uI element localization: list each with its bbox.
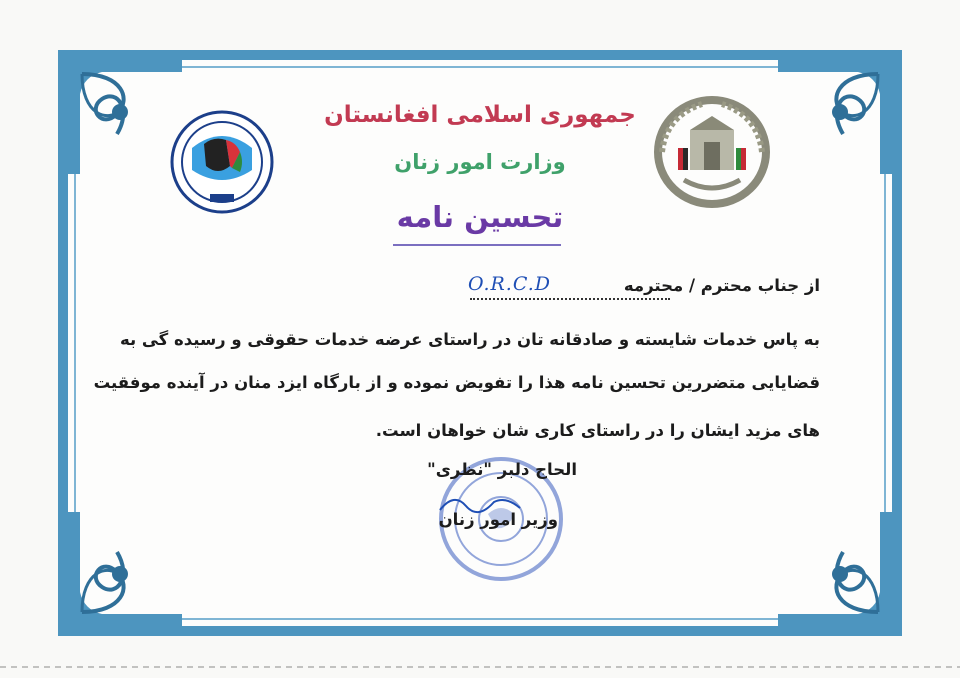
ministry-logo-icon [170, 110, 274, 214]
corner-ornament-icon [778, 512, 898, 632]
corner-ornament-icon [62, 512, 182, 632]
country-title: جمهوری اسلامی افغانستان [324, 102, 636, 128]
corner-ornament-icon [778, 54, 898, 174]
body-line-1: به پاس خدمات شایسته و صادقانه تان در راستای عرضه خدمات حقوقی و رسیده گی به [119, 330, 820, 349]
signatory-name: الحاج دلبر "نظری" [427, 460, 577, 479]
signatory-title: وزیر امور زنان [438, 510, 558, 529]
scan-edge [0, 660, 960, 674]
recipient-name: O.R.C.D [468, 273, 551, 295]
recipient-salutation: از جناب محترم / محترمه [623, 276, 820, 295]
national-emblem-icon [652, 96, 772, 208]
corner-ornament-icon [62, 54, 182, 174]
body-line-3: های مزید ایشان را در راستای کاری شان خواهان است. [375, 421, 820, 440]
document-title: تحسین نامه [396, 200, 564, 234]
title-underline [393, 244, 561, 246]
body-line-2: قضایایی متضررین تحسین نامه هذا را تفویض نموده و از بارگاه ایزد منان در آینده موفقیت [93, 373, 820, 392]
ministry-title: وزارت امور زنان [394, 150, 566, 174]
name-dotted-line [470, 298, 670, 300]
